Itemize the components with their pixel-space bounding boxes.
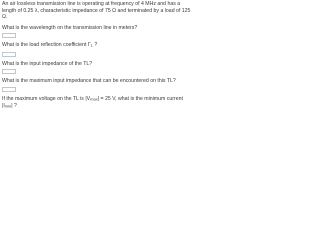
question-5-line-2 <box>2 103 198 110</box>
question-5-line-2-a: |I <box>2 102 5 109</box>
intro-line-2: length of 0.25 λ, characteristic impedance of 75 Ω and terminated by a load of 125 <box>2 7 191 14</box>
imin-subscript: min <box>4 103 12 109</box>
problem-statement <box>2 1 198 21</box>
intro-line-3: Ω. <box>2 14 8 21</box>
question-2-text-b: ? <box>92 42 98 49</box>
answer-input-3[interactable] <box>2 69 16 74</box>
question-5-line-2-b: | ? <box>11 102 17 109</box>
question-5-line-1-a: If the maximum voltage on the TL is |V <box>2 95 91 102</box>
question-2-text-a: What is the load reflection coefficient Γ <box>2 42 91 49</box>
question-5-line-1-b: | = 25 V, what is the minimum current <box>97 95 183 102</box>
question-5-line-1 <box>2 96 198 103</box>
vmax-subscript: max <box>90 96 98 102</box>
question-2-subscript: L <box>90 42 93 48</box>
question-3-text: What is the input impedance of the TL? <box>2 60 93 67</box>
question-1 <box>2 25 198 39</box>
answer-input-4[interactable] <box>2 87 16 92</box>
question-4-text: What is the maximum input impedance that can be encountered on this TL? <box>2 78 176 85</box>
answer-input-2[interactable] <box>2 52 16 57</box>
answer-input-1[interactable] <box>2 33 16 38</box>
question-1-text: What is the wavelength on the transmission line in meters? <box>2 24 138 31</box>
question-2-text <box>2 42 198 49</box>
question-2 <box>2 42 198 56</box>
question-4 <box>2 78 198 92</box>
question-5-text <box>2 96 198 110</box>
question-5 <box>2 96 198 110</box>
intro-line-1: An air lossless transmission line is operating at frequency of 4 MHz and has a <box>2 1 181 7</box>
problem-container <box>2 1 198 110</box>
question-3 <box>2 61 198 75</box>
